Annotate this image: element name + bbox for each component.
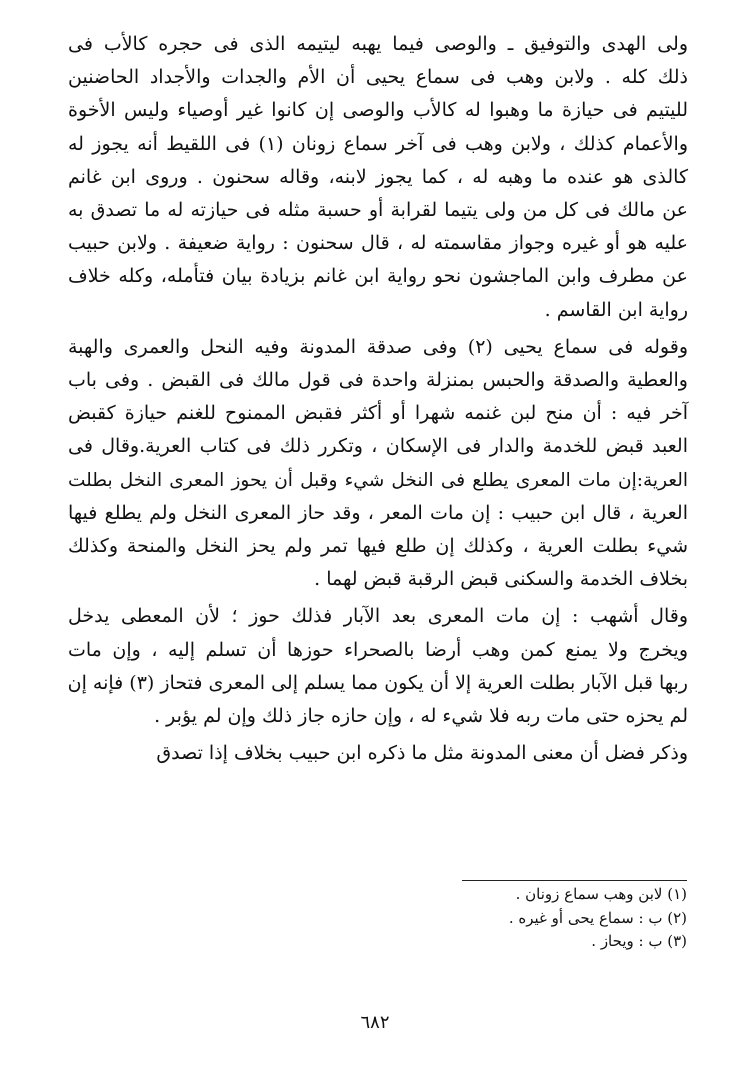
paragraph bbox=[68, 28, 688, 327]
footnote: (١) لابن وهب سماع زونان . bbox=[515, 885, 687, 903]
text-line: ولى الهدى والتوفيق ـ والوصى فيما يهبه ليتيمه الذى فى حجره كالأب فى bbox=[68, 33, 688, 55]
main-text bbox=[68, 28, 688, 770]
text-line: وقوله فى سماع يحيى (٢) وفى صدقة المدونة وفيه النحل والعمرى والهبة bbox=[68, 335, 688, 358]
text-line: عن مالك فى كل من ولى يتيما لقرابة أو حسبة مثله فى حيازته له ما تصدق به bbox=[68, 199, 688, 222]
text-line: والعطية والصدقة والحبس بمنزلة واحدة فى قول مالك فى القبض . وفى باب bbox=[68, 369, 688, 392]
footnote: (٣) ب : ويحاز . bbox=[591, 932, 687, 950]
text-line: لم يحزه حتى مات ربه فلا شيء له ، وإن حازه جاز ذلك وإن لم يؤبر . bbox=[154, 705, 688, 728]
footnotes bbox=[380, 883, 687, 954]
text-line: ذلك كله . ولابن وهب فى سماع يحيى أن الأم والجدات والأجداد الحاضنين bbox=[68, 66, 688, 89]
text-line: والأعمام كذلك ، ولابن وهب فى آخر سماع زونان (١) فى اللقيط أنه يجوز له bbox=[68, 132, 688, 155]
text-line: العرية:إن مات المعرى يطلع فى النخل شيء وقبل أن يحوز المعرى النخل بطلت bbox=[68, 469, 688, 491]
text-line: شيء بطلت العرية ، وكذلك إن طلع فيها تمر ولم يحز النخل والمنحة وكذلك bbox=[68, 535, 688, 558]
paragraph bbox=[68, 600, 688, 733]
paragraph bbox=[68, 331, 688, 597]
text-line: لليتيم فى حيازة ما وهبوا له كالأب والوصى إن كانوا غير أوصياء وليس الأخوة bbox=[68, 99, 688, 122]
text-line: عن مطرف وابن الماجشون نحو رواية ابن غانم بزيادة بيان فتأمله، وكله خلاف bbox=[68, 265, 688, 288]
text-line: كالذى هو عنده ما وهبه له ، كما يجوز لابنه، وقاله سحنون . وروى ابن غانم bbox=[68, 165, 688, 188]
text-line: عليه هو أو غيره وجواز مقاسمته له ، قال سحنون : رواية ضعيفة . ولابن حبيب bbox=[68, 232, 688, 255]
text-line: بخلاف الخدمة والسكنى قبض الرقبة قبض لهما . bbox=[314, 568, 688, 591]
paragraph bbox=[68, 737, 688, 770]
footnote: (٢) ب : سماع يحى أو غيره . bbox=[508, 908, 687, 927]
text-line: وذكر فضل أن معنى المدونة مثل ما ذكره ابن حبيب بخلاف إذا تصدق bbox=[156, 742, 688, 765]
text-line: رواية ابن القاسم . bbox=[544, 298, 688, 321]
page-number: ٦٨٢ bbox=[360, 1012, 390, 1033]
text-line: العرية ، قال ابن حبيب : إن مات المعر ، وقد حاز المعرى النخل ولم يطلع فيها bbox=[68, 501, 688, 524]
text-line: العبد قبض للخدمة والدار فى الإسكان ، وتكرر ذلك فى كتاب العرية.وقال فى bbox=[68, 435, 688, 458]
text-line: وقال أشهب : إن مات المعرى بعد الآبار فذلك حوز ؛ لأن المعطى يدخل bbox=[68, 605, 688, 628]
footnote-separator bbox=[462, 880, 687, 881]
text-line: ويخرج ولا يمنع كمن وهب أرضا بالصحراء حوزها أن تسلم إليه ، وإن مات bbox=[68, 638, 688, 661]
text-line: آخر فيه : أن منح لبن غنمه شهرا أو أكثر فقبض الممنوح للغنم حيازة كقبض bbox=[68, 402, 688, 425]
text-line: ربها قبل الآبار بطلت العرية إلا أن يكون مما يسلم إلى المعرى فتحاز (٣) فإنه إن bbox=[67, 671, 688, 694]
